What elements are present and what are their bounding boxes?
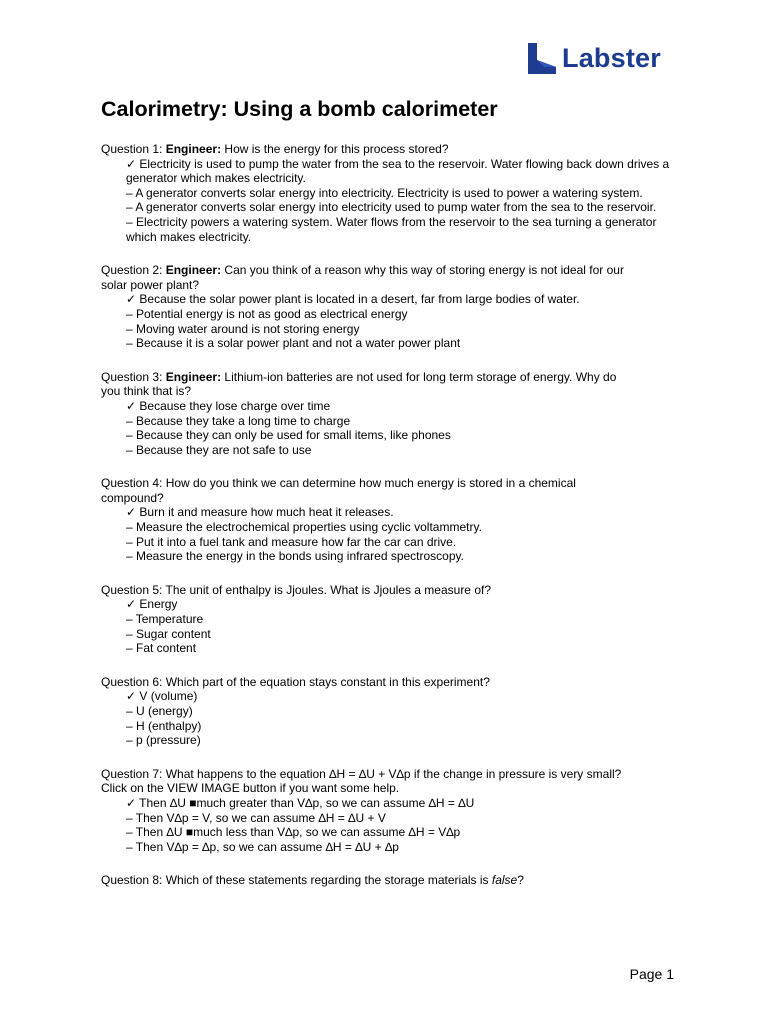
question-text: How do you think we can determine how much energy is stored in a chemical <box>165 476 576 491</box>
question-line <box>101 767 676 782</box>
question-block <box>101 263 676 351</box>
answer-option: ✓ Electricity is used to pump the water from the sea to the reservoir. Water flowing back down drives a generator which makes electricity. <box>126 156 670 186</box>
question-prompt <box>101 142 676 157</box>
answer-option: – Moving water around is not storing energy <box>126 321 360 336</box>
answer-option: ✓ Then ∆U ■much greater than V∆p, so we can assume ∆H = ∆U <box>126 795 475 810</box>
answer-list <box>101 157 676 245</box>
question-line <box>101 491 676 506</box>
answer-option: – Potential energy is not as good as electrical energy <box>126 306 408 321</box>
answer-option: – Then V∆p = V, so we can assume ∆H = ∆U + V <box>126 810 386 825</box>
question-text: you think that is? <box>101 384 192 399</box>
answer-option: – Sugar content <box>126 626 211 641</box>
question-text: Can you think of a reason why this way of storing energy is not ideal for our <box>224 263 624 278</box>
question-line <box>101 476 676 491</box>
answer-option: – H (enthalpy) <box>126 718 202 733</box>
question-label: Question 6: <box>101 674 166 689</box>
answer-option: – Then V∆p = ∆p, so we can assume ∆H = ∆U + ∆p <box>126 839 399 854</box>
question-prompt <box>101 767 676 796</box>
question-label: Question 5: <box>101 582 166 597</box>
answer-option: – Because they can only be used for small items, like phones <box>126 428 451 443</box>
answer-option: – Measure the energy in the bonds using infrared spectroscopy. <box>126 549 464 564</box>
question-line <box>101 263 676 278</box>
answer-option: ✓ Because they lose charge over time <box>126 398 331 413</box>
question-text: How is the energy for this process stored? <box>224 142 449 156</box>
answer-list <box>101 597 676 655</box>
answer-option: ✓ V (volume) <box>126 689 198 704</box>
answer-option: – Put it into a fuel tank and measure how far the car can drive. <box>126 534 457 549</box>
answer-option: – A generator converts solar energy into electricity. Electricity is used to power a watering system. <box>126 185 643 200</box>
logo-text: Labster <box>562 43 661 73</box>
question-line <box>101 142 676 157</box>
labster-logo <box>528 43 678 75</box>
question-line <box>101 384 676 399</box>
question-prompt <box>101 263 676 292</box>
question-role: Engineer: <box>165 369 222 384</box>
question-label: Question 4: <box>101 476 166 491</box>
question-text: The unit of enthalpy is Jjoules. What is Jjoules a measure of? <box>165 582 491 597</box>
answer-list <box>101 689 676 747</box>
question-block <box>101 370 676 458</box>
answer-option: – p (pressure) <box>126 733 201 748</box>
question-block <box>101 675 676 748</box>
question-line <box>101 781 676 796</box>
question-block <box>101 583 676 656</box>
answer-option: – Electricity powers a watering system. Water flows from the reservoir to the sea turning a generator which makes electricity. <box>126 214 657 244</box>
answer-option: ✓ Burn it and measure how much heat it releases. <box>126 505 394 520</box>
answer-option: – Temperature <box>126 612 204 627</box>
answer-list <box>101 505 676 563</box>
question-text: What happens to the equation ∆H = ∆U + V∆p if the change in pressure is very small? <box>165 766 622 781</box>
labster-logo-icon <box>528 43 556 74</box>
question-line <box>101 370 676 385</box>
question-text: Which of these statements regarding the storage materials is <box>165 873 492 888</box>
page-number: Page 1 <box>629 966 674 982</box>
question-label: Question 1: <box>101 142 166 156</box>
question-role: Engineer: <box>165 263 222 278</box>
answer-list <box>101 796 676 854</box>
question-text-end: ? <box>517 873 524 888</box>
question-line <box>101 675 676 690</box>
question-prompt <box>101 583 676 598</box>
answer-option: – Because it is a solar power plant and not a water power plant <box>126 336 461 351</box>
page-title: Calorimetry: Using a bomb calorimeter <box>101 97 498 121</box>
question-block <box>101 767 676 855</box>
question-label: Question 8: <box>101 873 166 888</box>
question-block <box>101 873 676 888</box>
answer-option: ✓ Energy <box>126 597 178 612</box>
question-role: Engineer: <box>165 142 222 156</box>
question-text: Click on the VIEW IMAGE button if you want some help. <box>101 781 400 796</box>
answer-option: – A generator converts solar energy into electricity used to pump water from the sea to the reservoir. <box>126 200 657 215</box>
question-prompt <box>101 476 676 505</box>
answer-option: – Then ∆U ■much less than V∆p, so we can assume ∆H = V∆p <box>126 825 461 840</box>
question-label: Question 2: <box>101 263 166 278</box>
question-line <box>101 278 676 293</box>
questions-list <box>101 142 676 907</box>
answer-option: ✓ Because the solar power plant is located in a desert, far from large bodies of water. <box>126 292 580 307</box>
question-emphasis: false <box>491 873 518 888</box>
question-text: Lithium-ion batteries are not used for long term storage of energy. Why do <box>224 369 617 384</box>
answer-option: – Because they are not safe to use <box>126 442 312 457</box>
question-label: Question 7: <box>101 766 166 781</box>
question-line <box>101 873 676 888</box>
question-prompt <box>101 675 676 690</box>
answer-option: – Because they take a long time to charge <box>126 413 351 428</box>
question-text: solar power plant? <box>101 277 200 292</box>
answer-list <box>101 399 676 457</box>
question-text: Which part of the equation stays constant in this experiment? <box>165 674 490 689</box>
answer-option: – U (energy) <box>126 704 193 718</box>
question-prompt <box>101 370 676 399</box>
question-line <box>101 583 676 598</box>
question-block <box>101 142 676 244</box>
answer-option: – Measure the electrochemical properties using cyclic voltammetry. <box>126 520 482 535</box>
question-label: Question 3: <box>101 369 166 384</box>
question-text: compound? <box>101 490 164 505</box>
answer-list <box>101 292 676 350</box>
question-block <box>101 476 676 564</box>
answer-option: – Fat content <box>126 641 197 656</box>
